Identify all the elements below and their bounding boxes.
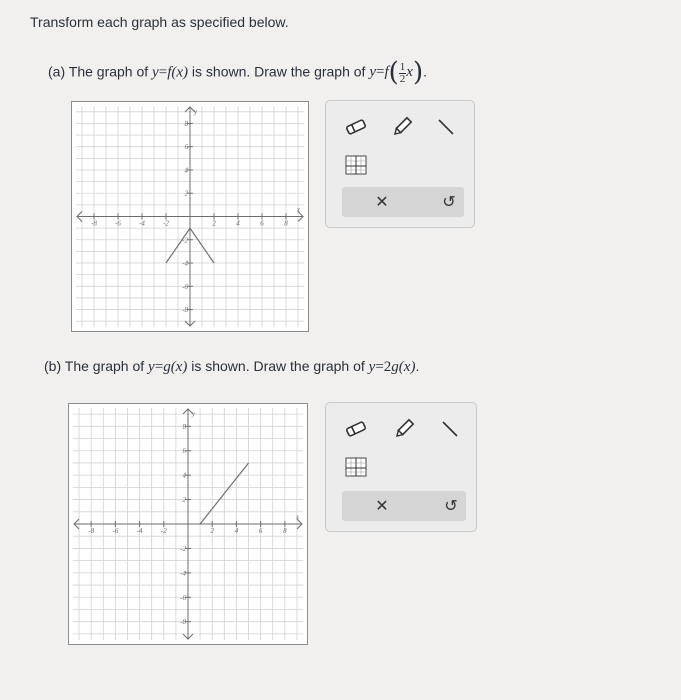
y-tick-label: 6	[184, 143, 188, 152]
y-tick-label: -8	[182, 306, 188, 315]
x-tick-label: 6	[260, 219, 264, 228]
line-tool-icon[interactable]	[432, 113, 460, 141]
y-tick-label: 8	[182, 422, 186, 431]
line-tool-icon[interactable]	[436, 415, 464, 443]
part-b-text-before: The graph of	[64, 358, 145, 374]
question-b: (b) The graph of y=g(x) is shown. Draw the graph of y=2g(x).	[44, 358, 420, 375]
undo-icon[interactable]: ↺	[444, 498, 458, 515]
y-tick-label: -2	[182, 236, 188, 245]
toolbar-a	[325, 100, 475, 228]
x-tick-label: -2	[160, 527, 167, 535]
y-axis-label: y	[192, 410, 196, 418]
part-a-label: (a)	[48, 63, 66, 80]
y-tick-label: -6	[182, 282, 188, 291]
x-axis-label: x	[295, 513, 299, 521]
x-tick-label: -6	[115, 219, 121, 228]
instructions-text: Transform each graph as specified below.	[30, 14, 289, 30]
x-tick-label: 4	[236, 219, 240, 228]
target-function-b: y=2g(x)	[368, 359, 416, 375]
x-tick-label: -4	[136, 527, 143, 535]
graph-b-plot[interactable]	[69, 404, 307, 644]
y-tick-label: -8	[180, 618, 186, 627]
eraser-icon[interactable]	[342, 415, 370, 443]
x-tick-label: 2	[210, 527, 214, 535]
action-bar-b	[342, 491, 466, 521]
x-tick-label: -8	[88, 527, 95, 535]
y-tick-label: 4	[182, 471, 186, 480]
graph-grid-icon[interactable]	[342, 151, 370, 179]
x-tick-label: 4	[234, 527, 239, 535]
graph-grid-icon[interactable]	[342, 453, 370, 481]
x-tick-label: 8	[283, 527, 287, 535]
y-tick-label: 6	[182, 447, 186, 456]
clear-icon[interactable]: ✕	[375, 498, 389, 515]
graph-b-canvas[interactable]	[68, 403, 308, 645]
part-b-text-after: is shown. Draw the graph of	[191, 358, 365, 374]
part-a-text-before: The graph of	[68, 63, 149, 80]
undo-icon[interactable]: ↺	[442, 194, 456, 211]
question-a: (a) The graph of y=f(x) is shown. Draw the graph of y=f( $\frac{1}{2}$ x).	[48, 58, 428, 88]
x-tick-label: 6	[258, 527, 263, 535]
graph-a-canvas[interactable]	[71, 101, 309, 332]
part-a-text-after: is shown. Draw the graph of	[191, 63, 366, 80]
given-function-b: y=g(x)	[148, 359, 188, 375]
y-tick-label: -6	[180, 593, 186, 602]
y-tick-label: -4	[182, 259, 188, 268]
part-b-label: (b)	[44, 358, 62, 374]
graph-a-plot[interactable]	[72, 102, 308, 331]
toolbar-b	[325, 402, 477, 532]
y-tick-label: 8	[184, 119, 188, 128]
eraser-icon[interactable]	[342, 113, 370, 141]
y-axis-label: y	[194, 108, 198, 116]
y-tick-label: 4	[184, 166, 188, 175]
x-tick-label: 8	[284, 219, 288, 228]
y-tick-label: 2	[184, 189, 188, 198]
target-function-a: y=f( $\frac{1}{2}$ x)	[369, 58, 424, 88]
pencil-icon[interactable]	[388, 113, 416, 141]
y-tick-label: 2	[182, 496, 186, 505]
x-tick-label: -6	[112, 527, 119, 535]
x-axis-label: x	[296, 205, 300, 214]
clear-icon[interactable]: ✕	[375, 194, 389, 211]
x-tick-label: 2	[212, 219, 216, 228]
y-tick-label: -4	[180, 569, 186, 578]
x-tick-label: -8	[91, 219, 97, 228]
pencil-icon[interactable]	[390, 415, 418, 443]
action-bar-a	[342, 187, 464, 217]
given-function-a: y=f(x)	[152, 64, 189, 81]
y-tick-label: -2	[180, 544, 186, 553]
x-tick-label: -2	[163, 219, 169, 228]
x-tick-label: -4	[139, 219, 145, 228]
